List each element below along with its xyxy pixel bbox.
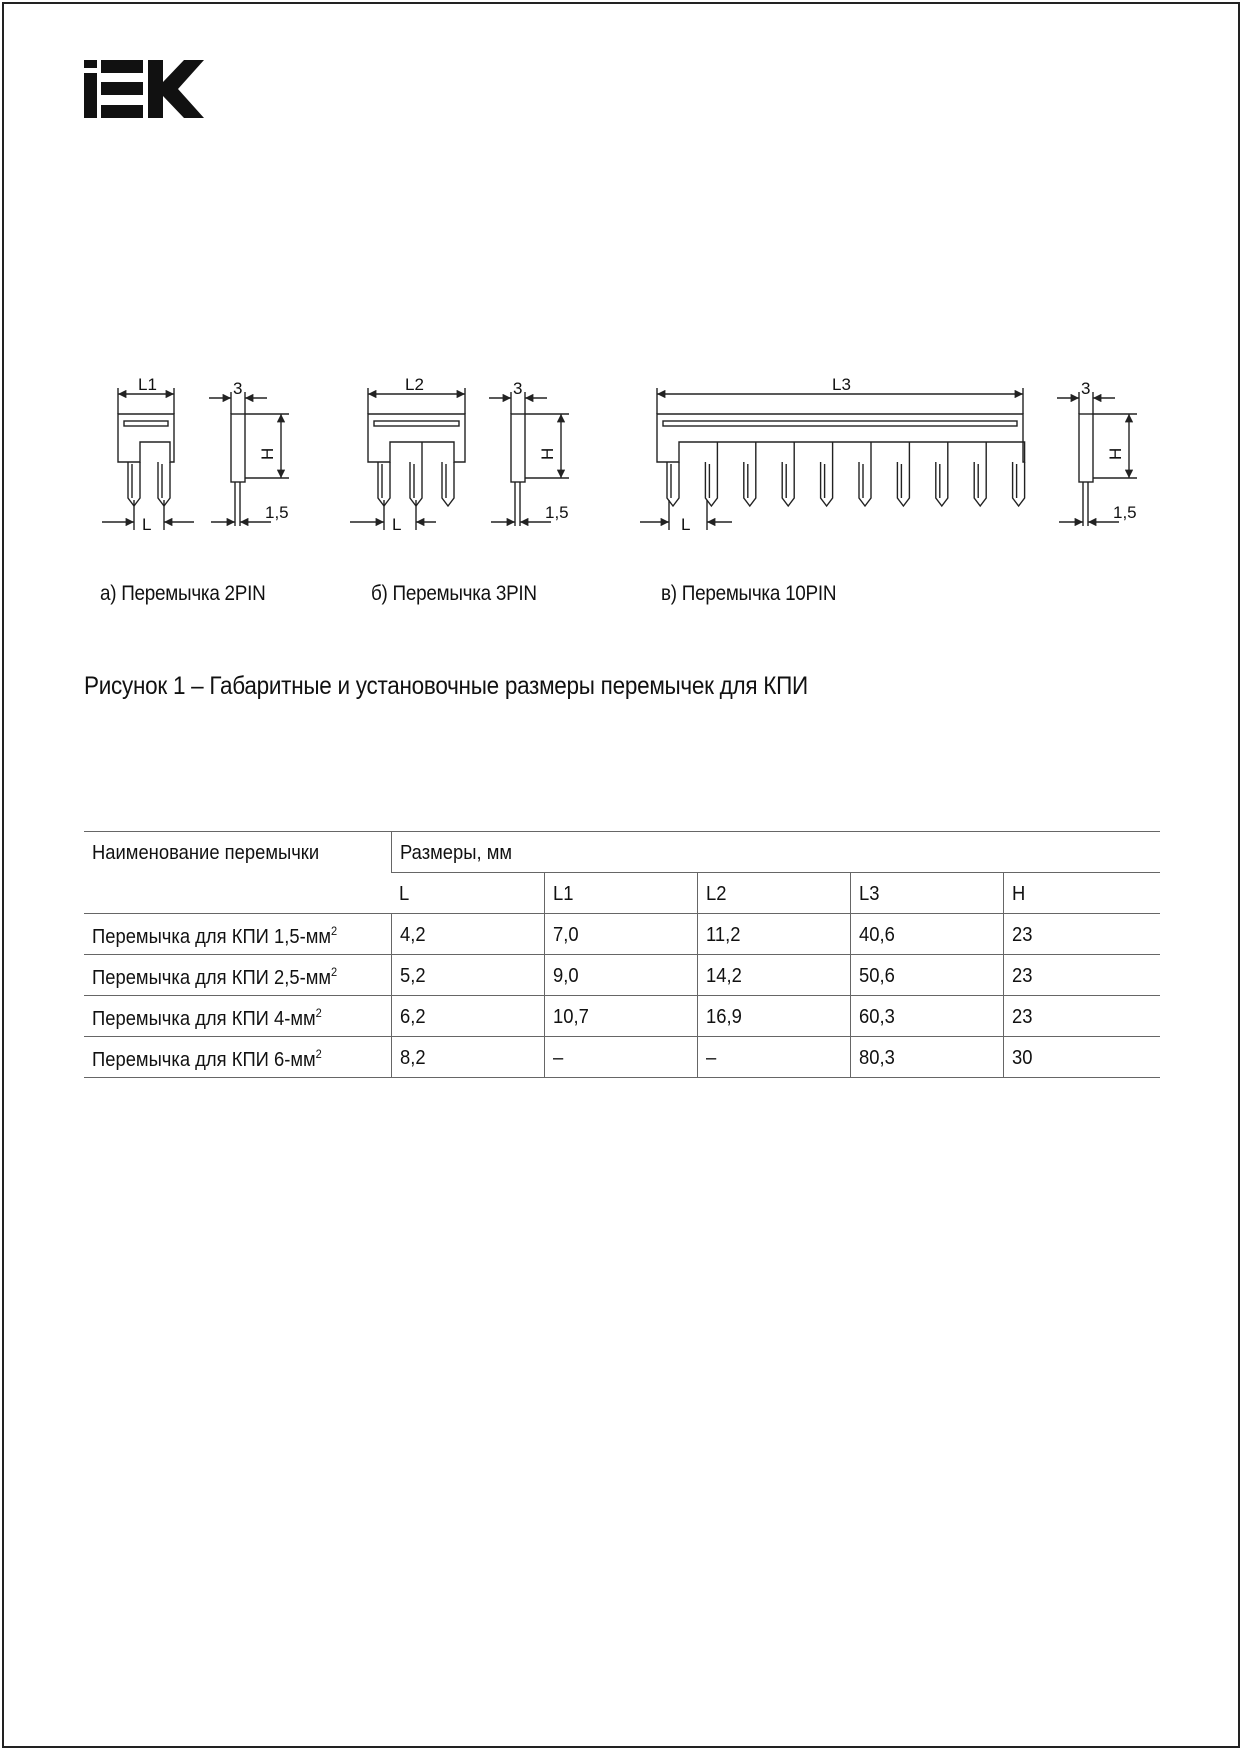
jumper-drawings	[0, 370, 1244, 550]
L-label: L	[392, 515, 402, 534]
pin	[974, 462, 986, 506]
pin	[859, 462, 871, 506]
L-label: L	[142, 515, 152, 534]
jumper-2pin-front	[118, 414, 174, 506]
pin	[378, 462, 390, 506]
pin	[705, 462, 717, 506]
pin	[158, 462, 170, 506]
dimensions-table	[84, 831, 1160, 1078]
pin	[128, 462, 140, 506]
pin-offset-label: 1,5	[1113, 503, 1137, 522]
value-L1: 10,7	[544, 996, 697, 1037]
iek-logo	[84, 60, 204, 118]
subcaption-3pin: б) Перемычка 3PIN	[371, 582, 537, 605]
value-L: 8,2	[391, 1037, 544, 1078]
row-name: Перемычка для КПИ $2,5-мм^2$	[84, 955, 391, 996]
table-row	[84, 914, 1160, 955]
pin	[410, 462, 422, 506]
height-label: H	[258, 447, 277, 460]
jumper-3pin-side	[511, 414, 525, 510]
table-row	[84, 1037, 1160, 1078]
jumper-2pin-side	[231, 414, 245, 510]
value-L1: 7,0	[544, 914, 697, 955]
subcaption-10pin: в) Перемычка 10PIN	[661, 582, 837, 605]
value-H: 23	[1003, 955, 1160, 996]
pin	[897, 462, 909, 506]
table-row	[84, 996, 1160, 1037]
L-label: L	[681, 515, 691, 534]
jumper-10pin-side	[1079, 414, 1093, 510]
value-L3: 60,3	[850, 996, 1003, 1037]
jumper-slot	[663, 421, 1017, 426]
jumper-3pin-front	[368, 414, 465, 506]
side-body	[1079, 414, 1093, 482]
L3-label: L3	[832, 375, 851, 394]
pin	[1013, 462, 1025, 506]
header-H: H	[1003, 873, 1160, 914]
thickness-label: 3	[233, 379, 243, 398]
value-H: 23	[1003, 996, 1160, 1037]
subcaption-2pin: а) Перемычка 2PIN	[100, 582, 266, 605]
value-L: 5,2	[391, 955, 544, 996]
header-L2: L2	[697, 873, 850, 914]
value-L1: –	[544, 1037, 697, 1078]
side-body	[511, 414, 525, 482]
pin-offset-label: 1,5	[265, 503, 289, 522]
pin	[667, 462, 679, 506]
row-name: Перемычка для КПИ $6-мм^2$	[84, 1037, 391, 1078]
table-row	[84, 955, 1160, 996]
value-L1: 9,0	[544, 955, 697, 996]
value-L2: 14,2	[697, 955, 850, 996]
pin	[744, 462, 756, 506]
value-L2: 16,9	[697, 996, 850, 1037]
height-label: H	[538, 447, 557, 460]
thickness-label: 3	[1081, 379, 1091, 398]
value-L: 6,2	[391, 996, 544, 1037]
height-label: H	[1106, 447, 1125, 460]
row-name: Перемычка для КПИ $1,5-мм^2$	[84, 914, 391, 955]
side-body	[231, 414, 245, 482]
jumper-slot	[124, 421, 168, 426]
pin	[782, 462, 794, 506]
L2-label: L2	[405, 375, 424, 394]
name-column-header: Наименование перемычки	[84, 832, 391, 914]
value-H: 23	[1003, 914, 1160, 955]
thickness-label: 3	[513, 379, 523, 398]
value-L2: 11,2	[697, 914, 850, 955]
header-L1: L1	[544, 873, 697, 914]
pin	[442, 462, 454, 506]
figure-caption: Рисунок 1 – Габаритные и установочные размеры перемычек для КПИ	[84, 672, 808, 700]
header-L3: L3	[850, 873, 1003, 914]
L1-label: L1	[138, 375, 157, 394]
row-name: Перемычка для КПИ $4-мм^2$	[84, 996, 391, 1037]
value-L3: 80,3	[850, 1037, 1003, 1078]
value-L2: –	[697, 1037, 850, 1078]
value-L: 4,2	[391, 914, 544, 955]
pin-offset-label: 1,5	[545, 503, 569, 522]
pin	[936, 462, 948, 506]
jumper-10pin-front	[657, 414, 1025, 506]
table-header-row	[84, 832, 1160, 873]
value-H: 30	[1003, 1037, 1160, 1078]
jumper-slot	[374, 421, 459, 426]
value-L3: 50,6	[850, 955, 1003, 996]
pin	[821, 462, 833, 506]
dimensions-group-header: Размеры, мм	[391, 832, 1160, 873]
value-L3: 40,6	[850, 914, 1003, 955]
header-L: L	[391, 873, 544, 914]
